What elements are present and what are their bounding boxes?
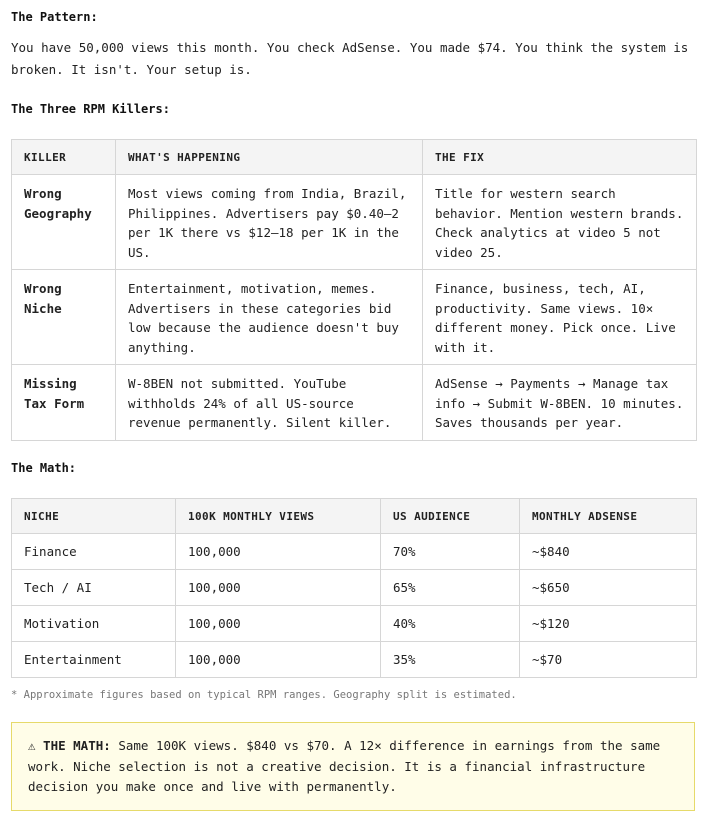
views-cell: 100,000 (176, 570, 381, 606)
views-cell: 100,000 (176, 642, 381, 678)
column-header-views: 100K MONTHLY VIEWS (176, 499, 381, 534)
table-row (12, 570, 697, 606)
table-header-row (12, 499, 697, 534)
views-cell: 100,000 (176, 534, 381, 570)
column-header-killer: KILLER (12, 140, 116, 175)
adsense-cell: ~$840 (520, 534, 697, 570)
callout-text: Same 100K views. $840 vs $70. A 12× difference in earnings from the same work. Niche selection is not a creative decision. It is a financial infrastructure decision you make once and live with permanently. (28, 738, 661, 794)
footnote: * Approximate figures based on typical RPM ranges. Geography split is estimated. (11, 689, 517, 701)
rpm-killers-table (11, 139, 697, 441)
niche-math-table (11, 498, 697, 678)
pattern-heading: The Pattern: (11, 10, 98, 24)
fix-cell: Title for western search behavior. Mention western brands. Check analytics at video 5 not video 25. (423, 175, 697, 270)
column-header-fix: THE FIX (423, 140, 697, 175)
table-row (12, 606, 697, 642)
table-header-row (12, 140, 697, 175)
us-audience-cell: 65% (381, 570, 520, 606)
us-audience-cell: 40% (381, 606, 520, 642)
killer-cell: Wrong Geography (12, 175, 116, 270)
callout-label: ⚠ THE MATH: (28, 738, 111, 753)
pattern-text: You have 50,000 views this month. You check AdSense. You made $74. You think the system is broken. It isn't. Your setup is. (11, 40, 689, 77)
fix-cell: AdSense → Payments → Manage tax info → Submit W-8BEN. 10 minutes. Saves thousands per year. (423, 365, 697, 441)
happening-cell: W-8BEN not submitted. YouTube withholds 24% of all US-source revenue permanently. Silent killer. (116, 365, 423, 441)
happening-cell: Entertainment, motivation, memes. Advertisers in these categories bid low because the audience doesn't buy anything. (116, 270, 423, 365)
math-heading: The Math: (11, 461, 77, 475)
table-row (12, 175, 697, 270)
column-header-niche: NICHE (12, 499, 176, 534)
killer-cell: Missing Tax Form (12, 365, 116, 441)
fix-cell: Finance, business, tech, AI, productivity. Same views. 10× different money. Pick once. Live with it. (423, 270, 697, 365)
niche-cell: Motivation (12, 606, 176, 642)
adsense-cell: ~$650 (520, 570, 697, 606)
happening-cell: Most views coming from India, Brazil, Philippines. Advertisers pay $0.40–2 per 1K there vs $12–18 per 1K in the US. (116, 175, 423, 270)
table-row (12, 270, 697, 365)
adsense-cell: ~$120 (520, 606, 697, 642)
niche-cell: Finance (12, 534, 176, 570)
table-row (12, 534, 697, 570)
views-cell: 100,000 (176, 606, 381, 642)
table-row (12, 365, 697, 441)
us-audience-cell: 35% (381, 642, 520, 678)
us-audience-cell: 70% (381, 534, 520, 570)
killer-cell: Wrong Niche (12, 270, 116, 365)
math-callout (11, 722, 695, 811)
niche-cell: Tech / AI (12, 570, 176, 606)
adsense-cell: ~$70 (520, 642, 697, 678)
column-header-adsense: MONTHLY ADSENSE (520, 499, 697, 534)
column-header-happening: WHAT'S HAPPENING (116, 140, 423, 175)
killers-heading: The Three RPM Killers: (11, 102, 170, 116)
niche-cell: Entertainment (12, 642, 176, 678)
table-row (12, 642, 697, 678)
column-header-us-audience: US AUDIENCE (381, 499, 520, 534)
